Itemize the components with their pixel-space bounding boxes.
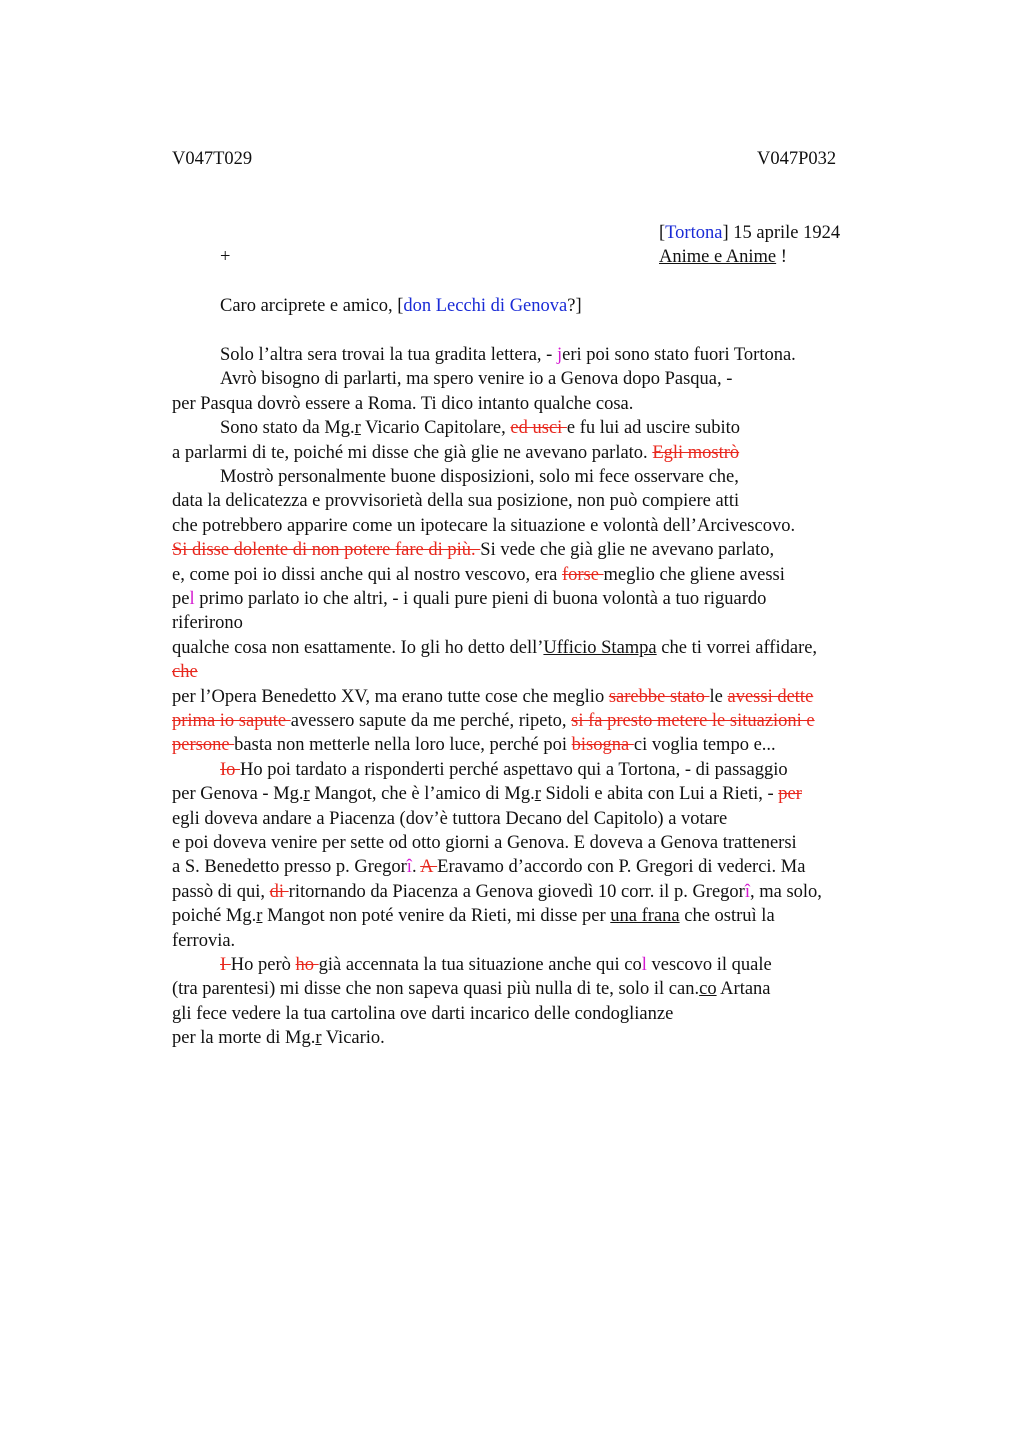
text-line: e, come poi io dissi anche qui al nostro vescovo, era forse meglio che gliene avessi: [172, 565, 785, 585]
deleted-text: A: [420, 857, 438, 877]
deleted-text: di: [269, 882, 289, 902]
text-line: a parlarmi di te, poiché mi disse che già glie ne avevano parlato. Egli mostrò: [172, 443, 740, 463]
text-line: poiché Mg.r Mangot non poté venire da Rieti, mi disse per una frana che ostruì la: [172, 906, 775, 926]
deleted-text: Si disse dolente di non potere fare di più.: [172, 540, 481, 560]
deleted-text: Io: [220, 760, 241, 780]
salutation: Caro arciprete e amico, [don Lecchi di Genova?]: [220, 296, 582, 316]
text-line: per la morte di Mg.r Vicario.: [172, 1028, 385, 1048]
deleted-text: ho: [295, 955, 319, 975]
text-line: pel primo parlato io che altri, - i quali pure pieni di buona volontà a tuo riguardo: [172, 589, 767, 609]
deleted-text: prima io sapute: [172, 711, 291, 731]
text-line: Sono stato da Mg.r Vicario Capitolare, ed usci e fu lui ad uscire subito: [220, 418, 741, 438]
text-line: persone basta non metterle nella loro luce, perché poi bisogna ci voglia tempo e...: [172, 735, 776, 755]
deleted-text: I: [220, 955, 231, 975]
text-line: passò di qui, di ritornando da Piacenza a Genova giovedì 10 corr. il p. Gregorî, ma solo,: [172, 882, 822, 902]
deleted-text: si fa presto metere le situazioni e: [571, 711, 815, 731]
deleted-text: persone: [172, 735, 235, 755]
text-line: (tra parentesi) mi disse che non sapeva quasi più nulla di te, solo il can.co Artana: [172, 979, 771, 999]
deleted-text: forse: [561, 565, 604, 585]
text-line: egli doveva andare a Piacenza (dov’è tuttora Decano del Capitolo) a votare: [172, 809, 728, 829]
deleted-text: sarebbe stato: [608, 687, 710, 707]
text-line: Solo l’altra sera trovai la tua gradita lettera, - jeri poi sono stato fuori Tortona.: [220, 345, 796, 365]
deleted-text: per: [778, 784, 802, 804]
text-line: Mostrò personalmente buone disposizioni, solo mi fece osservare che,: [220, 467, 739, 487]
deleted-text: ed usci: [510, 418, 567, 438]
text-line: che potrebbero apparire come un ipotecare la situazione e volontà dell’Arcivescovo.: [172, 516, 796, 536]
text-line: ferrovia.: [172, 931, 236, 951]
place-note: Tortona: [665, 223, 723, 243]
text-line: e poi doveva venire per sette od otto giorni a Genova. E doveva a Genova trattenersi: [172, 833, 797, 853]
document-code-left: V047T029: [172, 149, 253, 169]
motto: Anime e Anime !: [659, 247, 787, 267]
text-line: a S. Benedetto presso p. Gregorî. A Eravamo d’accordo con P. Gregori di vederci. Ma: [172, 857, 806, 877]
deleted-text: avessi dette: [727, 687, 814, 707]
deleted-text: che: [172, 662, 198, 682]
deleted-text: bisogna: [571, 735, 634, 755]
document-code-right: V047P032: [757, 149, 837, 169]
text-line: prima io sapute avessero sapute da me perché, ripeto, si fa presto metere le situazioni e: [172, 711, 815, 731]
cross-symbol: +: [220, 247, 231, 267]
text-line: [172, 662, 198, 683]
letter-date: 15 aprile 1924: [728, 223, 841, 243]
place-date: [Tortona] 15 aprile 1924: [659, 223, 841, 243]
editorial-note: don Lecchi di Genova: [403, 296, 568, 316]
text-line: Avrò bisogno di parlarti, ma spero venire io a Genova dopo Pasqua, -: [220, 369, 733, 389]
text-line: per Genova - Mg.r Mangot, che è l’amico di Mg.r Sidoli e abita con Lui a Rieti, - per: [172, 784, 802, 804]
text-line: riferirono: [172, 613, 243, 633]
text-line: Io Ho poi tardato a risponderti perché aspettavo qui a Tortona, - di passaggio: [220, 760, 788, 780]
text-line: gli fece vedere la tua cartolina ove darti incarico delle condoglianze: [172, 1004, 674, 1024]
text-line: data la delicatezza e provvisorietà della sua posizione, non può compiere atti: [172, 491, 740, 511]
text-line: qualche cosa non esattamente. Io gli ho detto dell’Ufficio Stampa che ti vorrei affidare,: [172, 638, 818, 658]
text-line: per l’Opera Benedetto XV, ma erano tutte cose che meglio sarebbe stato le avessi dette: [172, 687, 814, 707]
text-line: per Pasqua dovrò essere a Roma. Ti dico intanto qualche cosa.: [172, 394, 634, 414]
text-line: I Ho però ho già accennata la tua situazione anche qui col vescovo il quale: [220, 955, 772, 975]
text-line: Si disse dolente di non potere fare di più. Si vede che già glie ne avevano parlato,: [172, 540, 775, 560]
deleted-text: Egli mostrò: [652, 443, 740, 463]
